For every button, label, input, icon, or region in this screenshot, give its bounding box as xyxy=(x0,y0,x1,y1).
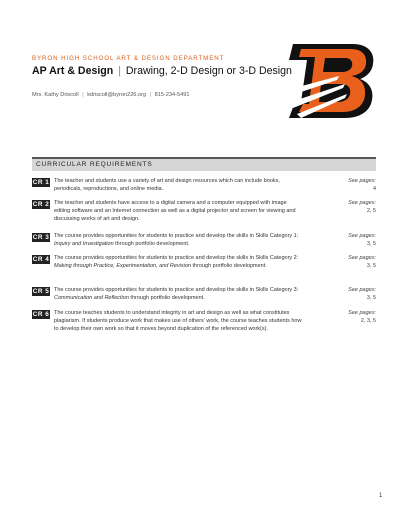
requirement-code-badge: CR 4 xyxy=(32,256,50,263)
requirement-code-badge: CR 1 xyxy=(32,179,50,186)
section-header-bar xyxy=(32,157,376,171)
page-number: 1 xyxy=(379,493,383,499)
teacher-name: Mrs. Kathy Driscoll xyxy=(32,92,79,98)
see-pages-ref xyxy=(328,286,376,302)
see-pages-value: 3, 5 xyxy=(366,263,376,269)
teacher-email: kdriscoll@byron226.org xyxy=(87,92,147,98)
requirement-text-end: through portfolio development. xyxy=(190,263,267,269)
title-separator: | xyxy=(118,65,121,77)
requirement-code-badge: CR 6 xyxy=(32,311,50,318)
requirement-text-end: through portfolio development. xyxy=(113,241,190,247)
requirement-code-badge: CR 2 xyxy=(32,201,50,208)
requirement-text-start: The course provides opportunities for students to practice and develop the skills in Skills Category 2: xyxy=(54,255,299,261)
requirement-code-badge: CR 5 xyxy=(32,288,50,295)
department-name: BYRON HIGH SCHOOL ART & DESIGN DEPARTMENT xyxy=(32,55,225,62)
skills-category-name: Communication and Reflection xyxy=(54,295,129,301)
see-pages-value: 3, 5 xyxy=(366,241,376,247)
requirement-code-badge: CR 3 xyxy=(32,234,50,241)
see-pages-label: See pages: xyxy=(348,178,376,184)
see-pages-label: See pages: xyxy=(348,255,376,261)
course-title-bold: AP Art & Design xyxy=(32,65,114,77)
course-title xyxy=(32,65,292,77)
contact-separator: | xyxy=(149,92,152,98)
see-pages-ref xyxy=(328,309,376,325)
teacher-phone: 815-234-5491 xyxy=(154,92,190,98)
see-pages-value: 2, 5 xyxy=(366,208,376,214)
see-pages-ref xyxy=(328,232,376,248)
see-pages-value: 3, 5 xyxy=(366,295,376,301)
requirement-text-end: through portfolio development. xyxy=(128,295,205,301)
course-title-rest: Drawing, 2-D Design or 3-D Design xyxy=(125,65,292,77)
see-pages-ref xyxy=(328,199,376,215)
requirement-description xyxy=(54,232,304,248)
see-pages-value: 4 xyxy=(372,186,376,192)
requirement-description: The course teaches students to understand integrity in art and design as well as what constitutes plagiarism. If students produce work that makes use of others' work, the course teaches students how to develop their own work so that it moves beyond duplication of the referenced work(s). xyxy=(54,310,302,332)
requirement-description xyxy=(54,286,304,302)
teacher-contact xyxy=(32,92,189,98)
see-pages-ref xyxy=(328,254,376,270)
requirement-text-start: The course provides opportunities for students to practice and develop the skills in Skills Category 3: xyxy=(54,287,299,293)
skills-category-name: Inquiry and Investigation xyxy=(54,241,114,247)
see-pages-label: See pages: xyxy=(348,200,376,206)
byron-b-logo xyxy=(287,40,377,122)
see-pages-ref xyxy=(328,177,376,193)
section-title: CURRICULAR REQUIREMENTS xyxy=(36,161,153,168)
requirement-description: The teacher and students have access to a digital camera and a computer equipped with image editing software and an Internet connection as well as a digital projector and screen for viewing and discussing works of art and design. xyxy=(54,200,296,222)
requirement-text-start: The course provides opportunities for students to practice and develop the skills in Skills Category 1: xyxy=(54,233,299,239)
see-pages-label: See pages: xyxy=(348,287,376,293)
see-pages-label: See pages: xyxy=(348,310,376,316)
contact-separator: | xyxy=(82,92,84,98)
skills-category-name: Making through Practice, Experimentation, and Revision xyxy=(54,263,191,269)
requirement-description: The teacher and students use a variety of art and design resources which can include books, periodicals, reproductions, and online media. xyxy=(54,178,280,192)
see-pages-label: See pages: xyxy=(348,233,376,239)
logo-counter-top xyxy=(323,58,352,72)
see-pages-value: 2, 3, 5 xyxy=(360,318,376,324)
requirement-description xyxy=(54,254,304,270)
